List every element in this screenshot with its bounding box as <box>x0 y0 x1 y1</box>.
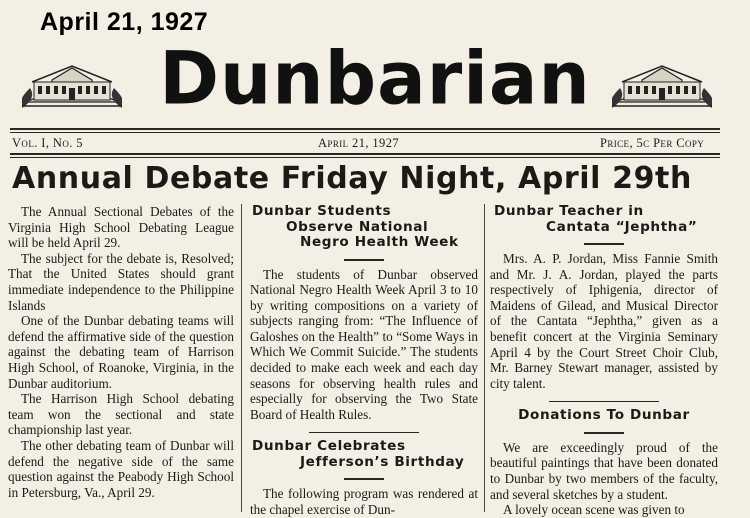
cantata-body: Mrs. A. P. Jordan, Miss Fannie Smith and Mr. J. A. Jordan, played the parts respectively of Iphigenia, director of Maidens of Gilead, and Musical Director of the Cantata “Jephtha,” given as a benefit concert at the Virginia Seminary April 4 by the Court Street Choir Club, Mr. Barney Stewart manager, assisted by city talent. <box>490 251 718 391</box>
article-paragraph: The Harrison High School debating team won the sectional and state championship last year. <box>8 391 234 438</box>
jefferson-birthday-headline: Dunbar Celebrates Jefferson’s Birthday <box>252 438 465 470</box>
article-separator <box>549 401 659 402</box>
article-paragraph: One of the Dunbar debating teams will defend the affirmative side of the question against the debating team of Harrison High School, of Roanoke, Virginia, in the Dunbar auditorium. <box>8 313 234 391</box>
main-headline: Annual Debate Friday Night, April 29th <box>12 161 692 196</box>
column-divider <box>484 204 485 512</box>
article-paragraph: The other debating team of Dunbar will defend the negative side of the same question against the Peabody High School in Petersburg, Va., April 29. <box>8 437 234 500</box>
cantata-column <box>490 204 718 518</box>
issue-date: April 21, 1927 <box>318 136 400 150</box>
health-week-headline: Dunbar Students Observe National Negro Health Week <box>252 203 459 250</box>
info-rule <box>10 153 720 155</box>
date-stamp: April 21, 1927 <box>40 8 209 36</box>
masthead-rule-thin <box>10 132 720 133</box>
volume-number: Vol. I, No. 5 <box>12 136 83 150</box>
article-separator <box>309 432 419 433</box>
debate-article <box>8 204 234 500</box>
issue-price: Price, 5c Per Copy <box>600 136 705 150</box>
donations-body-continued: A lovely ocean scene was given to <box>503 502 685 518</box>
jefferson-birthday-body: The following program was rendered at the chapel exercise of Dun- <box>250 486 478 518</box>
headline-rule <box>344 259 384 261</box>
article-paragraph: The subject for the debate is, Resolved; That the United States should grant immediate independence to the Philippine Islands <box>8 250 234 313</box>
headline-rule <box>344 478 384 480</box>
masthead-title: Dunbarian <box>159 35 591 121</box>
article-paragraph: The Annual Sectional Debates of the Virginia High School Debating League will be held April 29. <box>8 204 234 251</box>
health-week-body: The students of Dunbar observed National Negro Health Week April 3 to 10 by writing compositions on a variety of subjects ranging from: “The Influence of Galoshes on the Health” to “Some Ways in Which We Commit Suicide.” The students decided to make each week and each day seasons for observing health rules and especially for observing the Two State Board of Health Rules. <box>250 266 478 422</box>
donations-headline: Donations To Dunbar <box>518 407 690 424</box>
headline-rule <box>584 432 624 434</box>
health-week-column <box>250 204 478 518</box>
donations-body: We are exceedingly proud of the beautiful paintings that have been donated to Dunbar by two members of the faculty, and several sketches by a student. <box>490 439 718 502</box>
column-divider <box>241 204 242 512</box>
info-rule-thin <box>10 157 720 158</box>
cantata-headline: Dunbar Teacher in Cantata “Jephtha” <box>494 203 698 235</box>
masthead-rule <box>10 128 720 130</box>
headline-rule <box>584 243 624 245</box>
